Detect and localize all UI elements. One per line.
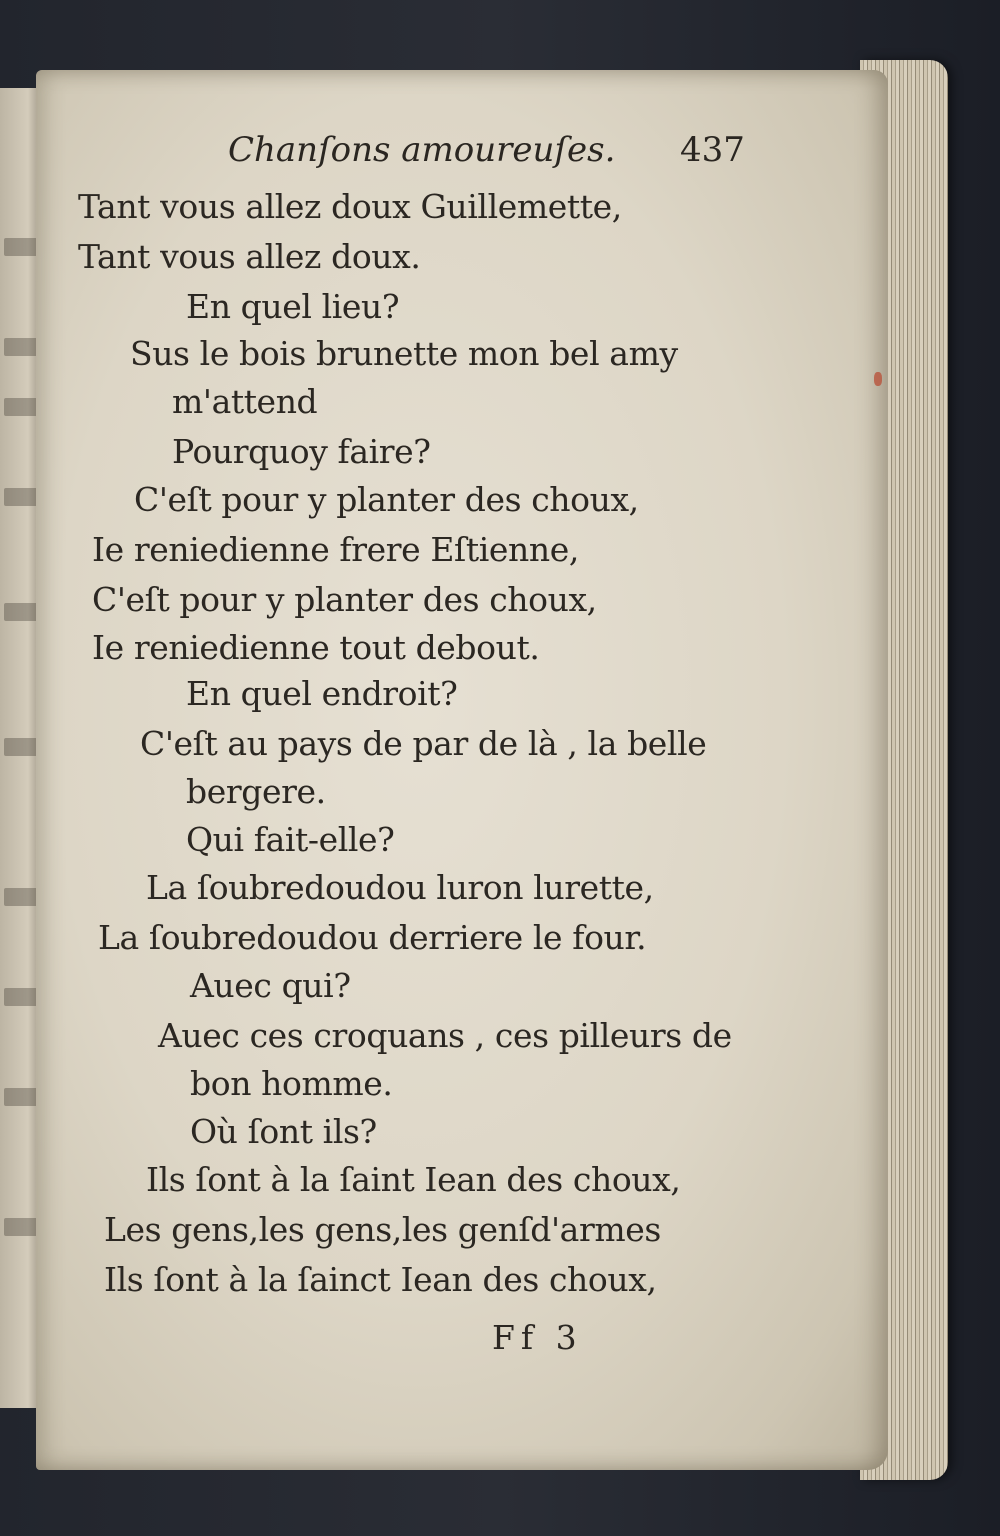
verse-line: Auec ces croquans , ces pilleurs de — [158, 1016, 732, 1055]
verse-line: La ſoubredoudou derriere le four. — [98, 918, 647, 957]
verse-line: Ils ſont à la ſainct Iean des choux, — [104, 1260, 657, 1299]
page-number: 437 — [680, 130, 745, 170]
verse-line: Les gens,les gens,les genſd'armes — [104, 1210, 661, 1249]
verse-line: bergere. — [186, 772, 326, 811]
verse-line: Auec qui? — [190, 966, 351, 1005]
verse-line: C'eſt au pays de par de là , la belle — [140, 724, 707, 763]
signature-mark: Ff 3 — [492, 1318, 583, 1357]
verse-line: bon homme. — [190, 1064, 393, 1103]
verse-line: C'eſt pour y planter des choux, — [134, 480, 639, 519]
verse-line: C'eſt pour y planter des choux, — [92, 580, 597, 619]
verse-line: Où ſont ils? — [190, 1112, 377, 1151]
verse-line: Qui fait-elle? — [186, 820, 395, 859]
verse-line: Ie reniedienne tout debout. — [92, 628, 540, 667]
verse-line: Sus le bois brunette mon bel amy — [130, 334, 678, 373]
verse-line: Ils ſont à la ſaint Iean des choux, — [146, 1160, 681, 1199]
verse-line: Tant vous allez doux. — [78, 237, 421, 276]
verse-line: En quel endroit? — [186, 674, 458, 713]
verse-line: m'attend — [172, 382, 318, 421]
verse-line: En quel lieu? — [186, 287, 400, 326]
verse-line: Pourquoy faire? — [172, 432, 431, 471]
verse-line: La ſoubredoudou luron lurette, — [146, 868, 654, 907]
verse-line: Tant vous allez doux Guillemette, — [78, 187, 622, 226]
running-title: Chanſons amoureuſes. — [228, 130, 616, 170]
verse-line: Ie reniedienne frere Eſtienne, — [92, 530, 579, 569]
